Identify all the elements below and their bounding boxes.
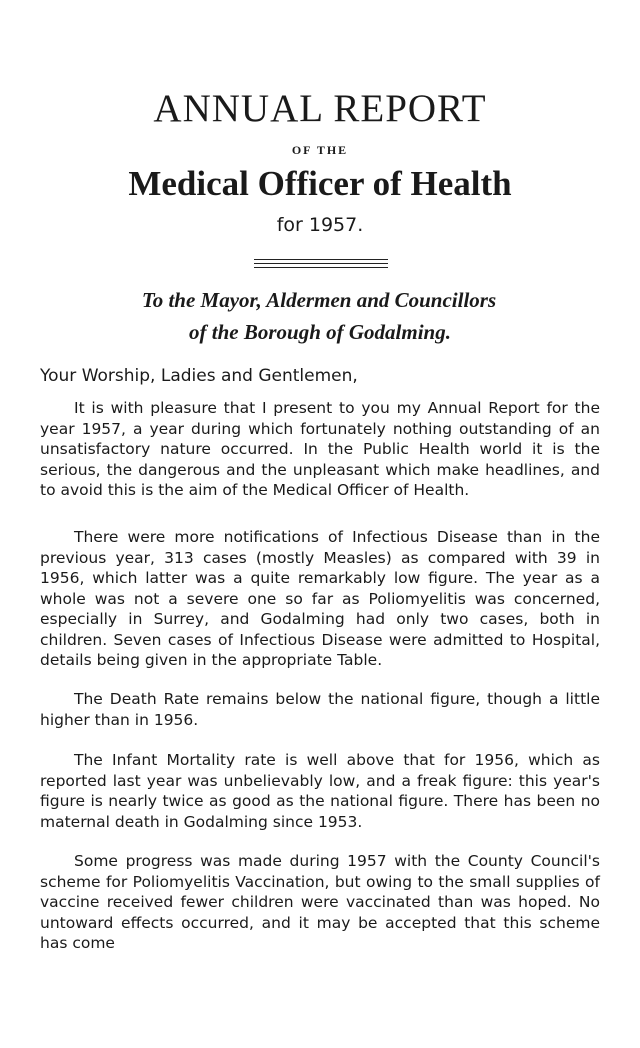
report-year: for 1957.: [276, 214, 364, 236]
divider-rule: [254, 267, 388, 268]
address-line-1: To the Mayor, Aldermen and Councillors: [141, 288, 497, 312]
divider-rule: [254, 259, 388, 260]
body-paragraph: The Death Rate remains below the national figure, though a little higher than in 1956.: [40, 690, 600, 729]
report-title: ANNUAL REPORT: [153, 87, 487, 130]
salutation: Your Worship, Ladies and Gentlemen,: [40, 366, 358, 386]
title-of-the: OF THE: [291, 143, 349, 157]
body-paragraph: Some progress was made during 1957 with the County Council's scheme for Poliomyelitis Vaccination, but owing to the small supplies of vaccine received fewer children were vaccinated than was hoped. No untoward effects occurred, and it may be accepted that this scheme has come: [40, 852, 600, 952]
divider-rule: [254, 263, 388, 264]
body-paragraph: There were more notifications of Infectious Disease than in the previous year, 313 cases (mostly Measles) as compared with 39 in 1956, which latter was a quite remarkably low figure. The year as a whole was not a severe one so far as Poliomyelitis was concerned, especially in Surrey, and Godalming had only two cases, both in children. Seven cases of Infectious Disease were admitted to Hospital, details being given in the appropriate Table.: [40, 528, 600, 669]
body-paragraph: It is with pleasure that I present to you my Annual Report for the year 1957, a year during which fortunately nothing outstanding of an unsatisfactory nature occurred. In the Public Health world it is the serious, the dangerous and the unpleasant which make headlines, and to avoid this is the aim of the Medical Officer of Health.: [40, 399, 600, 499]
body-paragraph: The Infant Mortality rate is well above that for 1956, which as reported last year was unbelievably low, and a freak figure: this year's figure is nearly twice as good as the national figure. There has been no maternal death in Godalming since 1953.: [40, 751, 600, 831]
report-subtitle: Medical Officer of Health: [128, 164, 512, 203]
address-line-2: of the Borough of Godalming.: [189, 320, 451, 344]
